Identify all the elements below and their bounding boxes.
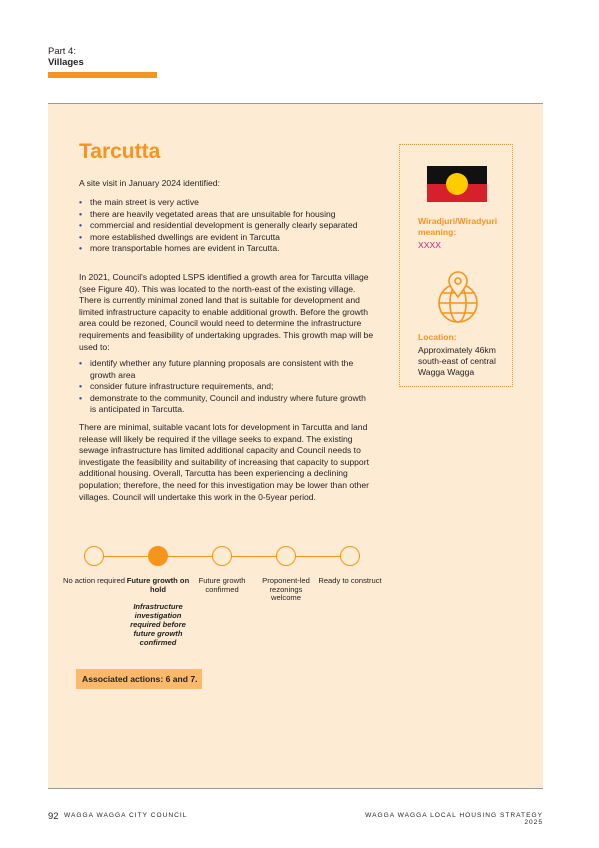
list-item: • consider future infrastructure requirements, and; xyxy=(79,381,374,393)
list-item: • commercial and residential development is generally clearly separated xyxy=(79,220,374,232)
part-heading xyxy=(48,46,84,68)
observations-list xyxy=(79,197,374,255)
timeline-node-3 xyxy=(212,546,232,566)
bottom-divider xyxy=(48,788,543,789)
village-info-box xyxy=(399,144,513,387)
location-label: Location: xyxy=(418,332,457,342)
timeline-step-label: Ready to construct xyxy=(318,576,382,585)
timeline-note: Infrastructure investigation required before future growth confirmed xyxy=(130,602,186,647)
growth-timeline xyxy=(62,540,390,650)
timeline-step-label: Future growth confirmed xyxy=(198,576,246,594)
list-item: • more transportable homes are evident in Tarcutta. xyxy=(79,243,374,255)
timeline-step-label: No action required xyxy=(62,576,126,585)
timeline-node-4 xyxy=(276,546,296,566)
list-item: • demonstrate to the community, Council and industry where future growth is anticipated in Tarcutta. xyxy=(79,393,374,416)
page-number: 92 xyxy=(48,811,59,822)
list-item: • identify whether any future planning proposals are consistent with the growth area xyxy=(79,358,374,381)
paragraph-vacant-lots: There are minimal, suitable vacant lots for development in Tarcutta and land release will likely be required if the village seeks to expand. The existing sewage infrastructure has limited additional capacity and Council needs to investigate the feasibility and suitability of increasing that capacity to support additional housing. Overall, Tarcutta has been experiencing a declining population; therefore, the need for this investigation may be lower than other villages. Council will undertake this work in the 0-5year period. xyxy=(79,422,369,502)
associated-actions: Associated actions: 6 and 7. xyxy=(76,669,202,689)
aboriginal-flag-icon xyxy=(427,166,487,202)
part-accent-bar xyxy=(48,72,157,78)
timeline-node-5 xyxy=(340,546,360,566)
meaning-value: XXXX xyxy=(418,240,441,250)
location-value: Approximately 46km south-east of central Wagga Wagga xyxy=(418,345,496,377)
part-number: Part 4: xyxy=(48,46,76,57)
uses-list xyxy=(79,358,374,416)
footer-council: WAGGA WAGGA CITY COUNCIL xyxy=(64,812,188,819)
list-item: • there are heavily vegetated areas that are unsuitable for housing xyxy=(79,209,374,221)
list-item: • more established dwellings are evident in Tarcutta xyxy=(79,232,374,244)
paragraph-growth-area: In 2021, Council's adopted LSPS identified a growth area for Tarcutta village (see Figure 40). This was located to the north-east of the existing village. There is currently minimal zoned land that is suitable for development and limited infrastructure capacity to enable additional growth. Before the growth area could be rezoned, Council would need to determine the infrastructure requirements and feasibility of undertaking upgrades. This growth map will be used to: xyxy=(79,272,374,352)
timeline-node-2-active xyxy=(148,546,168,566)
footer-document-title: WAGGA WAGGA LOCAL HOUSING STRATEGY 2025 xyxy=(365,812,543,826)
intro-text: A site visit in January 2024 identified: xyxy=(79,178,220,188)
timeline-step-label: Proponent-led rezonings welcome xyxy=(262,576,310,603)
timeline-step-label: Future growth on hold xyxy=(126,576,190,594)
part-section: Villages xyxy=(48,57,84,68)
list-item: • the main street is very active xyxy=(79,197,374,209)
location-globe-icon xyxy=(434,269,482,325)
timeline-node-1 xyxy=(84,546,104,566)
meaning-label: Wiradjuri/Wiradyuri meaning: xyxy=(418,216,498,237)
page-title: Tarcutta xyxy=(79,140,161,163)
